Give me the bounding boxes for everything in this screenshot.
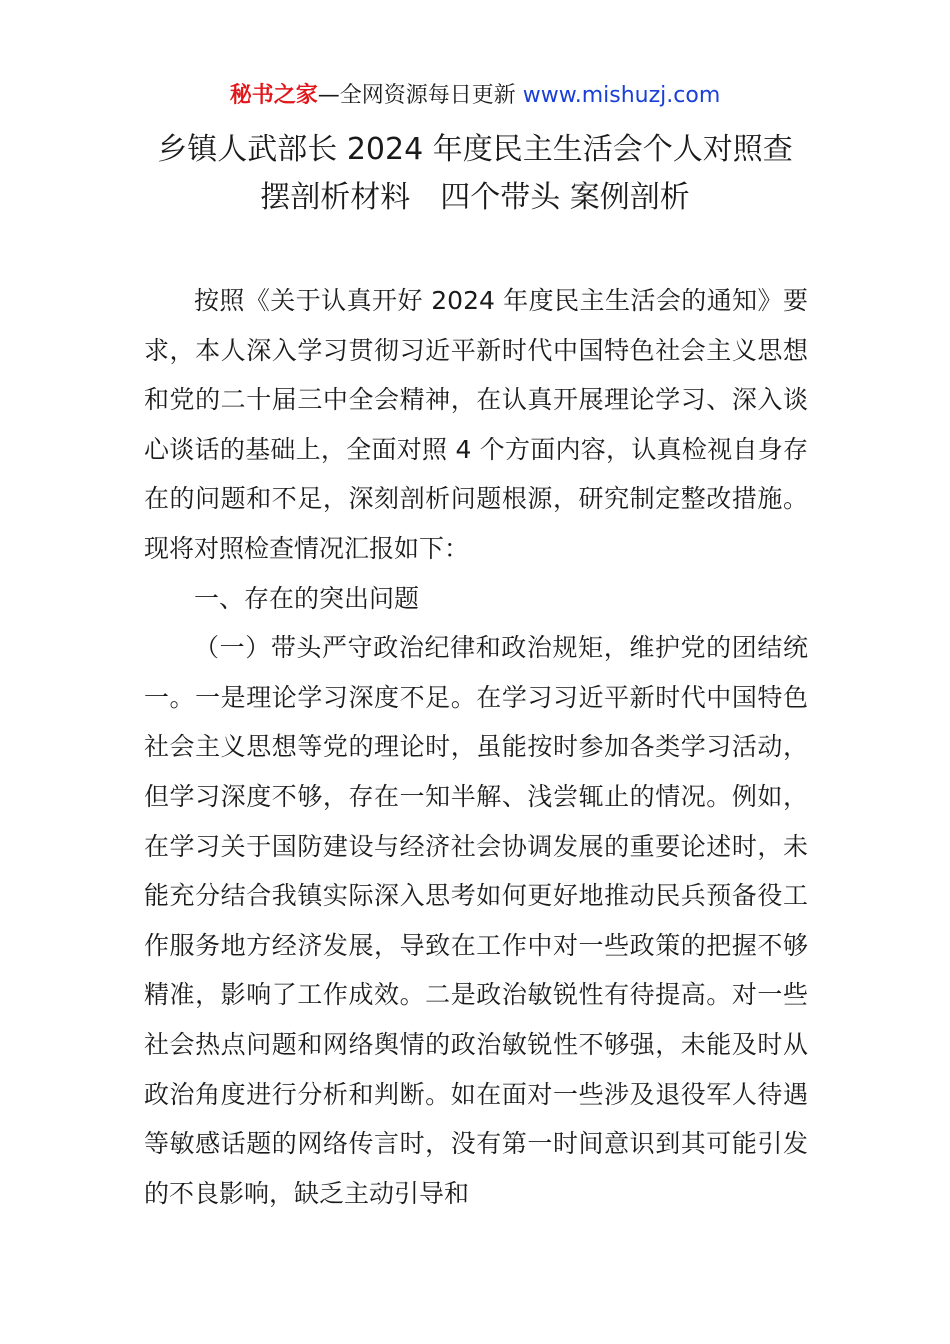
section-paragraph: （一）带头严守政治纪律和政治规矩，维护党的团结统一。一是理论学习深度不足。在学习习近平新时代中国特色社会主义思想等党的理论时，虽能按时参加各类学习活动，但学习深度不够，存在一知半解、浅尝辄止的情况。例如，在学习关于国防建设与经济社会协调发展的重要论述时，未能充分结合我镇实际深入思考如何更好地推动民兵预备役工作服务地方经济发展，导致在工作中对一些政策的把握不够精准，影响了工作成效。二是政治敏锐性有待提高。对一些社会热点问题和网络舆情的政治敏锐性不够强，未能及时从政治角度进行分析和判断。如在面对一些涉及退役军人待遇等敏感话题的网络传言时，没有第一时间意识到其可能引发的不良影响，缺乏主动引导和: [144, 633, 808, 1208]
document-title-line-2: 摆剖析材料 四个带头 案例剖析: [260, 180, 690, 215]
section-heading: 一、存在的突出问题: [194, 583, 420, 613]
document-title: [120, 126, 830, 222]
brand-name: 秘书之家: [229, 83, 318, 108]
intro-paragraph: 按照《关于认真开好 2024 年度民主生活会的通知》要求，本人深入学习贯彻习近平新时代中国特色社会主义思想和党的二十届三中全会精神，在认真开展理论学习、深入谈心谈话的基础上，全面对照 4 个方面内容，认真检视自身存在的问题和不足，深刻剖析问题根源，研究制定整改措施。现将对照检查情况汇报如下：: [144, 286, 808, 563]
header-tagline: —全网资源每日更新: [317, 83, 523, 108]
site-header-banner: [0, 80, 950, 112]
document-title-line-1: 乡镇人武部长 2024 年度民主生活会个人对照查: [157, 132, 793, 167]
site-url-link[interactable]: www.mishuzj.com: [522, 83, 721, 108]
document-body: [144, 276, 808, 1218]
